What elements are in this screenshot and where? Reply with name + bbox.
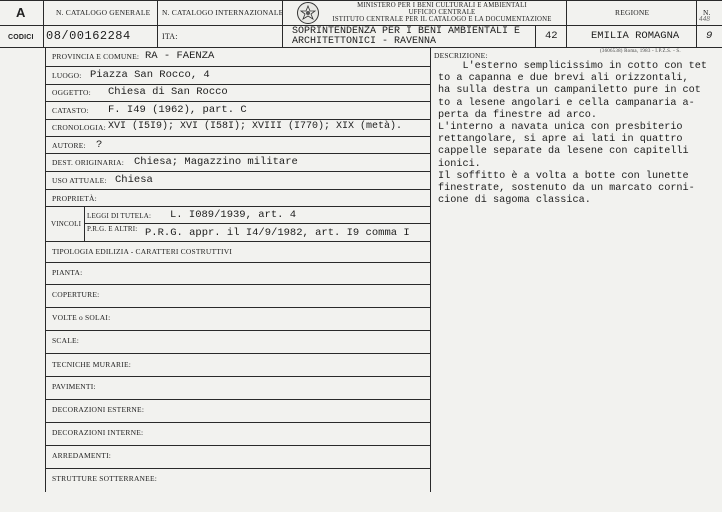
catalogo-internazionale-label: N. CATALOGO INTERNAZIONALE bbox=[162, 8, 284, 17]
row-line bbox=[45, 119, 430, 120]
uso-attuale-value: Chiesa bbox=[115, 174, 153, 186]
header-bottom bbox=[0, 47, 722, 48]
n-label: N. bbox=[703, 8, 711, 17]
row-line bbox=[45, 468, 430, 469]
catasto-label: CATASTO: bbox=[52, 106, 89, 115]
row-line bbox=[45, 171, 430, 172]
catalogo-generale-label: N. CATALOGO GENERALE bbox=[56, 8, 151, 17]
row-line bbox=[45, 422, 430, 423]
autore-label: AUTORE: bbox=[52, 141, 86, 150]
row-line bbox=[45, 101, 430, 102]
catasto-value: F. I49 (1962), part. C bbox=[108, 104, 247, 116]
leggi-tutela-label: LEGGI DI TUTELA: bbox=[87, 212, 152, 220]
proprieta-label: PROPRIETÀ: bbox=[52, 194, 97, 203]
oggetto-value: Chiesa di San Rocco bbox=[108, 86, 228, 98]
row-line bbox=[45, 84, 430, 85]
cronologia-value: XVI (I5I9); XVI (I58I); XVIII (I770); XIX (metà). bbox=[108, 121, 403, 132]
row-line bbox=[45, 206, 430, 207]
section-letter: A bbox=[16, 5, 26, 20]
row-line bbox=[45, 262, 430, 263]
pianta-label: PIANTA: bbox=[52, 268, 83, 277]
col-divider bbox=[43, 0, 44, 47]
ita-label: ITA: bbox=[162, 32, 178, 41]
catalogo-generale-value: 08/00162284 bbox=[46, 29, 131, 43]
luogo-value: Piazza San Rocco, 4 bbox=[90, 69, 210, 81]
row-line bbox=[45, 136, 430, 137]
volte-solai-label: VOLTE o SOLAI: bbox=[52, 313, 111, 322]
arredamenti-label: ARREDAMENTI: bbox=[52, 451, 112, 460]
col-divider bbox=[535, 25, 536, 47]
form-left-border bbox=[45, 47, 46, 492]
luogo-label: LUOGO: bbox=[52, 71, 82, 80]
row-line bbox=[45, 330, 430, 331]
ministry-line-3: ISTITUTO CENTRALE PER IL CATALOGO E LA DOCUMENTAZIONE bbox=[332, 16, 552, 23]
border-top bbox=[0, 0, 722, 1]
row-line bbox=[45, 189, 430, 190]
row-line bbox=[45, 307, 430, 308]
descrizione-label: DESCRIZIONE: bbox=[434, 51, 488, 60]
col-divider bbox=[157, 0, 158, 47]
ministry-line-2: UFFICIO CENTRALE bbox=[408, 9, 476, 16]
vincoli-label: VINCOLI bbox=[51, 220, 82, 228]
italian-emblem-icon bbox=[297, 2, 319, 24]
leggi-tutela-value: L. I089/1939, art. 4 bbox=[170, 209, 297, 221]
prg-label: P.R.G. E ALTRI: bbox=[87, 225, 138, 233]
row-line bbox=[45, 445, 430, 446]
corner-note: 448 bbox=[699, 15, 711, 23]
tipologia-heading: TIPOLOGIA EDILIZIA - CARATTERI COSTRUTTIVI bbox=[52, 247, 233, 256]
decorazioni-interne-label: DECORAZIONI INTERNE: bbox=[52, 428, 144, 437]
cronologia-label: CRONOLOGIA: bbox=[52, 123, 106, 132]
soprintendenza-line-1: SOPRINTENDENZA PER I BENI AMBIENTALI E bbox=[292, 26, 521, 37]
strutture-sotterranee-label: STRUTTURE SOTTERRANEE: bbox=[52, 474, 158, 483]
description-text: L'esterno semplicissimo in cotto con tet to a capanna e due brevi ali orizzontali, ha sulla destra un campaniletto pure in cot to a lesene angolari e cella campanaria a- perta da finestre ad arco. L'interno a navata unica con presbiterio rettangolare, si apre ai lati in quattro cappelle separate da lesene con capitelli ionici. Il soffitto è a volta a botte con lunette finestrate, sostenuto da un marcato corni- cione di sagoma classica. bbox=[438, 61, 707, 207]
pavimenti-label: PAVIMENTI: bbox=[52, 382, 96, 391]
soprintendenza-line-2: ARCHITETTONICI - RAVENNA bbox=[292, 36, 437, 47]
codici-label: CODICI bbox=[8, 34, 34, 41]
office-code: 42 bbox=[545, 30, 558, 42]
tecniche-murarie-label: TECNICHE MURARIE: bbox=[52, 360, 132, 369]
print-note: (3606538) Roma, 1983 - I.P.Z.S. - S. bbox=[600, 49, 681, 54]
dest-originaria-value: Chiesa; Magazzino militare bbox=[134, 156, 298, 168]
row-line bbox=[45, 399, 430, 400]
ministry-line-1: MINISTERO PER I BENI CULTURALI E AMBIENTALI bbox=[357, 2, 527, 9]
dest-originaria-label: DEST. ORIGINARIA: bbox=[52, 158, 125, 167]
oggetto-label: OGGETTO: bbox=[52, 88, 91, 97]
n-value: 9 bbox=[706, 30, 713, 42]
row-line bbox=[45, 66, 430, 67]
prg-value: P.R.G. appr. il I4/9/1982, art. I9 comma I bbox=[145, 227, 410, 239]
col-divider bbox=[696, 0, 697, 47]
scale-label: SCALE: bbox=[52, 336, 80, 345]
provincia-label: PROVINCIA E COMUNE: bbox=[52, 52, 140, 61]
row-line bbox=[45, 241, 430, 242]
vincoli-subline bbox=[84, 223, 430, 224]
provincia-value: RA - FAENZA bbox=[145, 50, 215, 62]
autore-value: ? bbox=[96, 139, 103, 151]
row-line bbox=[45, 376, 430, 377]
uso-attuale-label: USO ATTUALE: bbox=[52, 176, 107, 185]
decorazioni-esterne-label: DECORAZIONI ESTERNE: bbox=[52, 405, 145, 414]
regione-value: EMILIA ROMAGNA bbox=[591, 30, 680, 42]
form-right-border bbox=[430, 47, 431, 492]
row-line bbox=[45, 284, 430, 285]
row-line bbox=[45, 353, 430, 354]
col-divider bbox=[566, 0, 567, 47]
row-line bbox=[45, 153, 430, 154]
regione-label: REGIONE bbox=[615, 8, 650, 17]
coperture-label: COPERTURE: bbox=[52, 290, 100, 299]
